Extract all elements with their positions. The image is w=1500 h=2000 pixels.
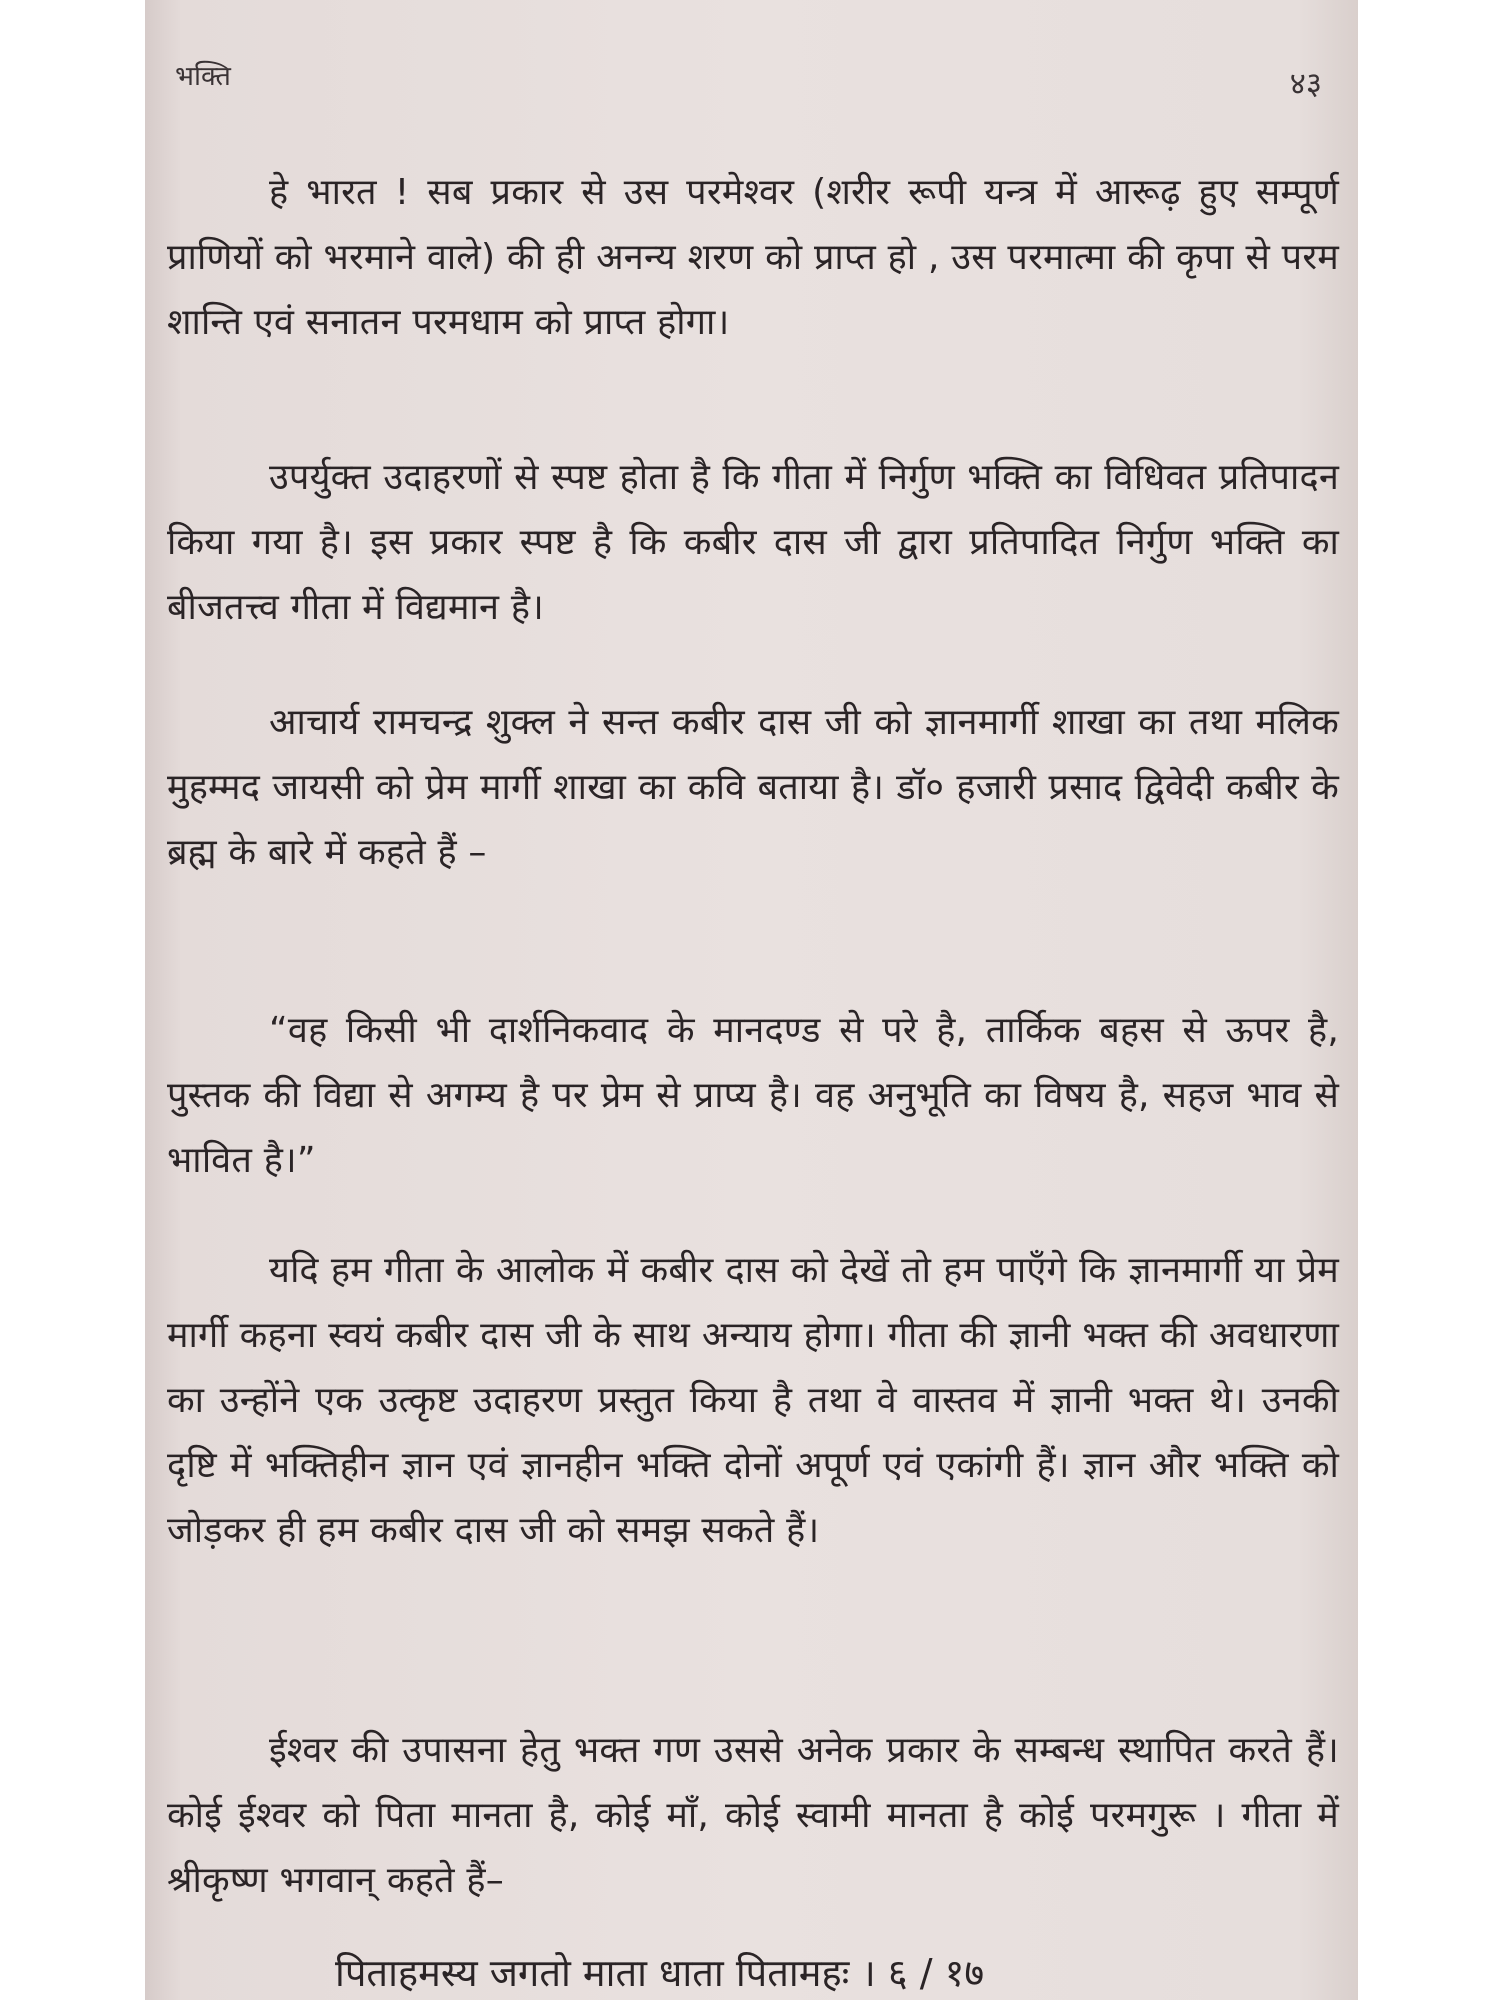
gita-verse: पिताहमस्य जगतो माता धाता पितामहः । ६ / १७ (335, 1951, 985, 1995)
running-head: भक्ति (175, 61, 231, 92)
paragraph-5: ईश्वर की उपासना हेतु भक्त गण उससे अनेक प्रकार के सम्बन्ध स्थापित करते हैं। कोई ईश्वर को पिता मानता है, कोई माँ, कोई स्वामी मानता है कोई परमगुरू । गीता में श्रीकृष्ण भगवान् कहते हैं– (167, 1730, 1339, 1901)
paragraph-1: हे भारत ! सब प्रकार से उस परमेश्वर (शरीर रूपी यन्त्र में आरूढ़ हुए सम्पूर्ण प्राणियों को भरमाने वाले) की ही अनन्य शरण को प्राप्त हो , उस परमात्मा की कृपा से परम शान्ति एवं सनातन परमधाम को प्राप्त होगा। (167, 172, 1339, 343)
paragraph-3: आचार्य रामचन्द्र शुक्ल ने सन्त कबीर दास जी को ज्ञानमार्गी शाखा का तथा मलिक मुहम्मद जायसी को प्रेम मार्गी शाखा का कवि बताया है। डॉ० हजारी प्रसाद द्विवेदी कबीर के ब्रह्म के बारे में कहते हैं – (167, 702, 1339, 873)
page-number: ४३ (1289, 66, 1322, 102)
quotation-paragraph: “वह किसी भी दार्शनिकवाद के मानदण्ड से परे है, तार्किक बहस से ऊपर है, पुस्तक की विद्या से अगम्य है पर प्रेम से प्राप्य है। वह अनुभूति का विषय है, सहज भाव से भावित है।” (167, 1010, 1339, 1181)
book-page (145, 0, 1358, 2000)
paragraph-4: यदि हम गीता के आलोक में कबीर दास को देखें तो हम पाएँगे कि ज्ञानमार्गी या प्रेम मार्गी कहना स्वयं कबीर दास जी के साथ अन्याय होगा। गीता की ज्ञानी भक्त की अवधारणा का उन्होंने एक उत्कृष्ट उदाहरण प्रस्तुत किया है तथा वे वास्तव में ज्ञानी भक्त थे। उनकी दृष्टि में भक्तिहीन ज्ञान एवं ज्ञानहीन भक्ति दोनों अपूर्ण एवं एकांगी हैं। ज्ञान और भक्ति को जोड़कर ही हम कबीर दास जी को समझ सकते हैं। (167, 1250, 1339, 1551)
paragraph-2: उपर्युक्त उदाहरणों से स्पष्ट होता है कि गीता में निर्गुण भक्ति का विधिवत प्रतिपादन किया गया है। इस प्रकार स्पष्ट है कि कबीर दास जी द्वारा प्रतिपादित निर्गुण भक्ति का बीजतत्त्व गीता में विद्यमान है। (167, 457, 1339, 628)
